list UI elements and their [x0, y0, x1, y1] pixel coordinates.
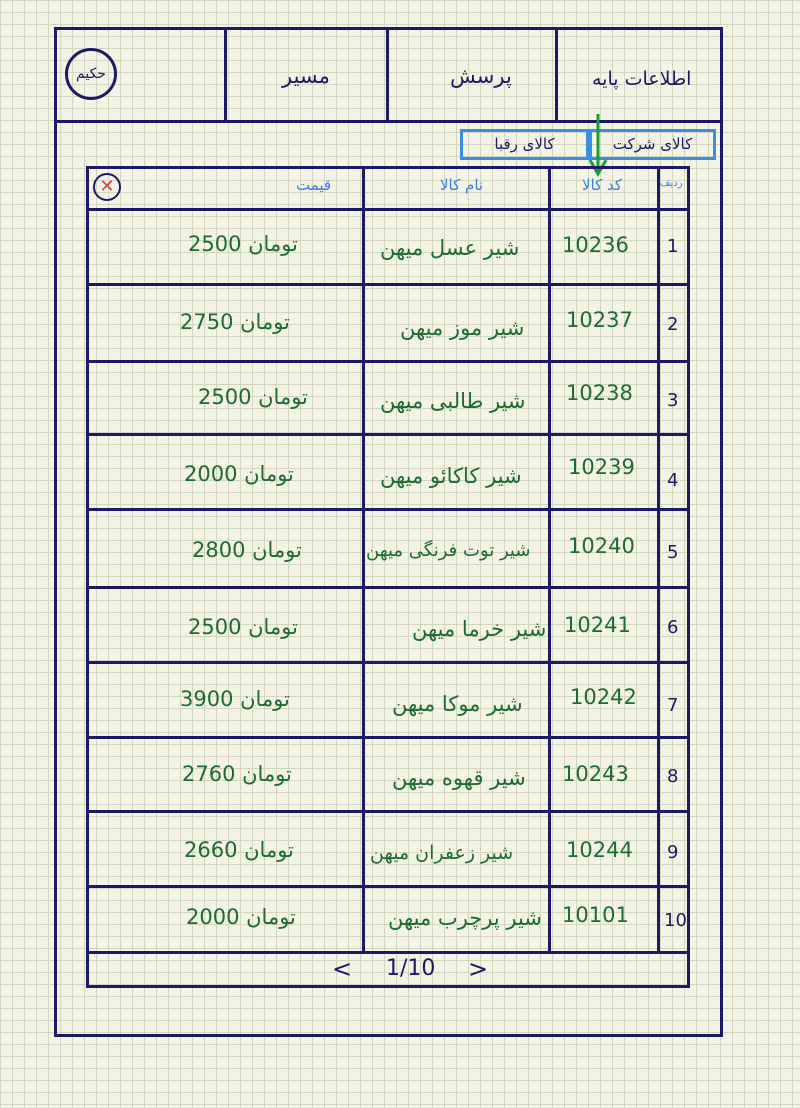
pager-prev-button[interactable]: < — [332, 955, 353, 983]
cell-price: 2760 تومان — [182, 762, 292, 786]
cell-code: 10236 — [562, 233, 629, 257]
cell-row-number: 8 — [667, 766, 679, 787]
cell-name: شیر پرچرب میهن — [388, 906, 542, 930]
cell-row-number: 2 — [667, 314, 679, 335]
cell-name: شیر عسل میهن — [380, 236, 520, 260]
cell-row-number: 9 — [667, 842, 679, 863]
row-divider — [86, 951, 690, 954]
row-divider — [86, 661, 690, 664]
cell-name: شیر توت فرنگی میهن — [366, 540, 531, 561]
row-divider — [86, 736, 690, 739]
cell-price: 2500 تومان — [188, 615, 298, 639]
cell-row-number: 5 — [667, 542, 679, 563]
cell-row-number: 4 — [667, 470, 679, 491]
header-divider — [386, 27, 389, 122]
cell-price: 2000 تومان — [186, 905, 296, 929]
cell-price: 2500 تومان — [188, 232, 298, 256]
avatar-label: حکیم — [76, 66, 106, 82]
cell-name: شیر زعفران میهن — [370, 842, 514, 864]
cell-name: شیر طالبی میهن — [380, 389, 526, 413]
row-divider — [86, 433, 690, 436]
cell-code: 10244 — [566, 838, 633, 862]
column-header-row: ردیف — [660, 178, 683, 189]
avatar[interactable] — [65, 48, 117, 100]
cell-row-number: 10 — [664, 910, 687, 931]
column-header-price: قیمت — [296, 176, 332, 194]
tab-company-goods[interactable]: کالای شرکت — [589, 129, 716, 160]
cell-name: شیر کاکائو میهن — [380, 464, 522, 488]
cell-price: 2500 تومان — [198, 385, 308, 409]
column-header-code: کد کالا — [582, 176, 623, 194]
cell-row-number: 7 — [667, 695, 679, 716]
cell-price: 2660 تومان — [184, 838, 294, 862]
pager-status: 1/10 — [386, 956, 436, 981]
cell-code: 10243 — [562, 762, 629, 786]
row-divider — [86, 508, 690, 511]
header-divider — [224, 27, 227, 122]
row-divider — [86, 885, 690, 888]
row-divider — [86, 810, 690, 813]
cell-price: 2800 تومان — [192, 538, 302, 562]
cell-code: 10238 — [566, 381, 633, 405]
cell-code: 10240 — [568, 534, 635, 558]
cell-price: 2000 تومان — [184, 462, 294, 486]
page-title: اطلاعات پایه — [592, 68, 692, 90]
header-divider — [555, 27, 558, 122]
cell-code: 10241 — [564, 613, 631, 637]
cell-row-number: 1 — [667, 236, 679, 257]
pager-next-button[interactable]: > — [468, 955, 489, 983]
row-divider — [86, 283, 690, 286]
row-divider — [86, 360, 690, 363]
cell-name: شیر موکا میهن — [392, 692, 523, 716]
cell-name: شیر خرما میهن — [412, 617, 547, 641]
menu-survey[interactable]: پرسش — [450, 64, 512, 88]
menu-route[interactable]: مسیر — [282, 64, 330, 88]
cell-row-number: 3 — [667, 390, 679, 411]
cell-code: 10237 — [566, 308, 633, 332]
close-icon[interactable]: ✕ — [93, 173, 121, 201]
cell-price: 2750 تومان — [180, 310, 290, 334]
cell-price: 3900 تومان — [180, 687, 290, 711]
column-header-name: نام کالا — [440, 176, 484, 194]
cell-code: 10239 — [568, 455, 635, 479]
cell-code: 10242 — [570, 685, 637, 709]
cell-name: شیر موز میهن — [400, 316, 525, 340]
goods-table — [86, 166, 690, 988]
cell-name: شیر قهوه میهن — [392, 766, 526, 790]
tab-competitor-goods[interactable]: کالای رقبا — [460, 129, 589, 160]
cell-code: 10101 — [562, 903, 629, 927]
cell-row-number: 6 — [667, 617, 679, 638]
row-divider — [86, 586, 690, 589]
row-divider — [86, 208, 690, 211]
